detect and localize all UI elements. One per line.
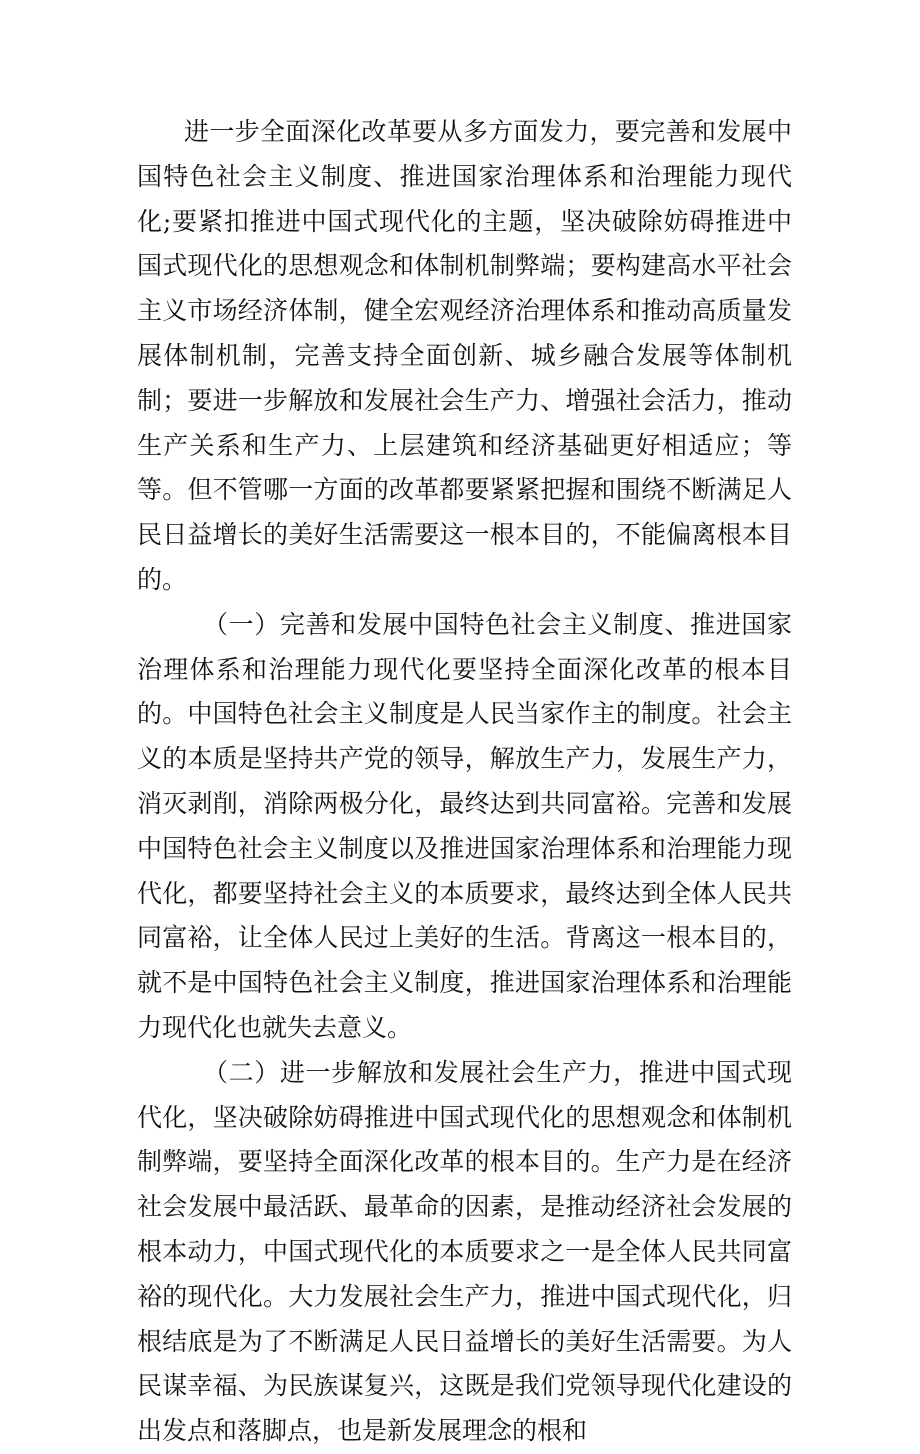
paragraph-section-two: （二）进一步解放和发展社会生产力，推进中国式现代化，坚决破除妨碍推进中国式现代化的思想观念和体制机制弊端，要坚持全面深化改革的根本目的。生产力是在经济社会发展中最活跃、最革命的因素，是推动经济社会发展的根本动力，中国式现代化的本质要求之一是全体人民共同富裕的现代化。大力发展社会生产力，推进中国式现代化，归根结底是为了不断满足人民日益增长的美好生活需要。为人民谋幸福、为民族谋复兴，这既是我们党领导现代化建设的出发点和落脚点，也是新发展理念的根和 (137, 1057, 792, 1446)
document-body (137, 110, 792, 1454)
paragraph-section-one: （一）完善和发展中国特色社会主义制度、推进国家治理体系和治理能力现代化要坚持全面深化改革的根本目的。中国特色社会主义制度是人民当家作主的制度。社会主义的本质是坚持共产党的领导，解放生产力，发展生产力，消灭剥削，消除两极分化，最终达到共同富裕。完善和发展中国特色社会主义制度以及推进国家治理体系和治理能力现代化，都要坚持社会主义的本质要求，最终达到全体人民共同富裕，让全体人民过上美好的生活。背离这一根本目的，就不是中国特色社会主义制度，推进国家治理体系和治理能力现代化也就失去意义。 (137, 609, 792, 1042)
paragraph-intro: 进一步全面深化改革要从多方面发力，要完善和发展中国特色社会主义制度、推进国家治理体系和治理能力现代化;要紧扣推进中国式现代化的主题，坚决破除妨碍推进中国式现代化的思想观念和体制机制弊端；要构建高水平社会主义市场经济体制，健全宏观经济治理体系和推动高质量发展体制机制，完善支持全面创新、城乡融合发展等体制机制；要进一步解放和发展社会生产力、增强社会活力，推动生产关系和生产力、上层建筑和经济基础更好相适应；等等。但不管哪一方面的改革都要紧紧把握和围绕不断满足人民日益增长的美好生活需要这一根本目的，不能偏离根本目的。 (137, 117, 792, 594)
